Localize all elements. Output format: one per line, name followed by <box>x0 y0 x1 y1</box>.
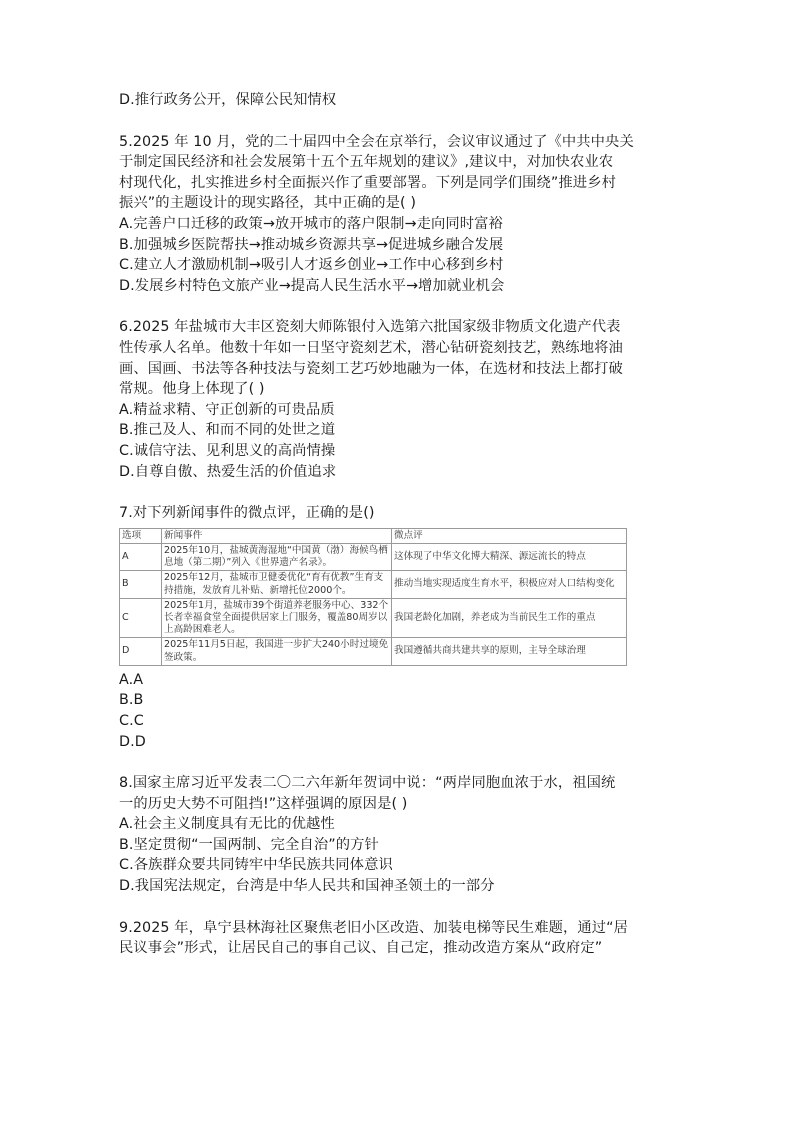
q8-stem-line: 8.国家主席习近平发表二〇二六年新年贺词中说：“两岸同胞血浓于水，祖国统 <box>119 775 616 792</box>
news-table <box>119 528 627 666</box>
q9-stem-line: 9.2025 年，阜宁县林海社区聚焦老旧小区改造、加装电梯等民生难题，通过“居 <box>119 919 629 936</box>
q6-option-d: D.自尊自傲、热爱生活的价值追求 <box>119 463 337 480</box>
q7-option-d: D.D <box>119 733 146 750</box>
q6-stem-line: 性传承人名单。他数十年如一日坚守瓷刻艺术，潜心钻研瓷刻技艺，熟练地将油 <box>119 339 623 356</box>
table-row <box>120 543 627 570</box>
q5-option-a: A.完善户口迁移的政策→放开城市的落户限制→走向同时富裕 <box>119 215 503 232</box>
table-row <box>120 571 627 598</box>
table-cell: D <box>120 638 162 665</box>
q5-stem-line: 村现代化，扎实推进乡村全面振兴作了重要部署。下列是同学们围绕”推进乡村 <box>119 174 616 191</box>
q5-stem-line: 于制定国民经济和社会发展第十五个五年规划的建议》,建议中，对加快农业农 <box>119 154 614 171</box>
table-cell: C <box>120 598 162 638</box>
q6-stem-line: 6.2025 年盐城市大丰区瓷刻大师陈银付入选第六批国家级非物质文化遗产代表 <box>119 319 621 336</box>
q5-stem-line: 振兴”的主题设计的现实路径，其中正确的是( ) <box>119 195 417 212</box>
table-header-cell: 新闻事件 <box>162 528 392 543</box>
q5-option-b: B.加强城乡医院帮扶→推动城乡资源共享→促进城乡融合发展 <box>119 236 504 253</box>
table-cell: 2025年11月5日起，我国进一步扩大240小时过境免签政策。 <box>162 638 392 665</box>
q5-stem-line: 5.2025 年 10 月，党的二十届四中全会在京举行，会议审议通过了《中共中央关 <box>119 133 634 150</box>
q9-stem-line: 民议事会”形式，让居民自己的事自己议、自己定，推动改造方案从“政府定” <box>119 940 603 957</box>
table-cell: 2025年1月，盐城市39个街道养老服务中心、332个长者幸福食堂全面提供居家上门服务，覆盖80周岁以上高龄困难老人。 <box>162 598 392 638</box>
table-row <box>120 598 627 638</box>
question-5 <box>119 132 679 297</box>
table-row <box>120 638 627 665</box>
q8-option-b: B.坚定贯彻“一国两制、完全自治”的方针 <box>119 836 379 853</box>
q8-option-c: C.各族群众要共同铸牢中华民族共同体意识 <box>119 857 393 874</box>
table-cell: 2025年10月，盐城黄海湿地“中国黄（渤）海候鸟栖息地（第二期）”列入《世界遗产名录》。 <box>162 543 392 570</box>
q6-stem-line: 常规。他身上体现了( ) <box>119 381 265 398</box>
table-header-cell: 选项 <box>120 528 162 543</box>
table-cell: 推动当地实现适度生育水平，积极应对人口结构变化 <box>392 571 627 598</box>
table-header-row <box>120 528 627 543</box>
table-cell: 这体现了中华文化博大精深、源远流长的特点 <box>392 543 627 570</box>
q8-option-d: D.我国宪法规定，台湾是中华人民共和国神圣领土的一部分 <box>119 878 495 895</box>
q5-option-c: C.建立人才激励机制→吸引人才返乡创业→工作中心移到乡村 <box>119 257 504 274</box>
question-6 <box>119 317 679 482</box>
q6-option-a: A.精益求精、守正创新的可贵品质 <box>119 401 335 418</box>
table-header-cell: 微点评 <box>392 528 627 543</box>
q8-stem-line: 一的历史大势不可阻挡!”这样强调的原因是( ) <box>119 795 408 812</box>
q5-option-d: D.发展乡村特色文旅产业→提高人民生活水平→增加就业机会 <box>119 277 505 294</box>
q6-option-c: C.诚信守法、见利思义的高尚情操 <box>119 442 336 459</box>
q6-stem-line: 画、国画、书法等各种技法与瓷刻工艺巧妙地融为一体，在选材和技法上都打破 <box>119 360 623 377</box>
q7-option-a: A.A <box>119 671 144 688</box>
table-cell: 我国遵循共商共建共享的原则，主导全球治理 <box>392 638 627 665</box>
exam-page <box>119 90 679 959</box>
table-cell: 我国老龄化加剧，养老成为当前民生工作的重点 <box>392 598 627 638</box>
q7-option-c: C.C <box>119 712 144 729</box>
table-cell: 2025年12月，盐城市卫健委优化“育有优教”生育支持措施，发放育儿补贴、新增托位2000个。 <box>162 571 392 598</box>
q6-option-b: B.推己及人、和而不同的处世之道 <box>119 422 336 439</box>
question-7 <box>119 503 679 752</box>
question-8 <box>119 773 679 897</box>
q8-option-a: A.社会主义制度具有无比的优越性 <box>119 816 335 833</box>
q4-option-d: D.推行政务公开，保障公民知情权 <box>119 92 337 108</box>
question-9 <box>119 918 679 959</box>
table-cell: A <box>120 543 162 570</box>
q7-option-b: B.B <box>119 692 144 709</box>
q7-stem: 7.对下列新闻事件的微点评，正确的是() <box>119 505 375 522</box>
table-cell: B <box>120 571 162 598</box>
